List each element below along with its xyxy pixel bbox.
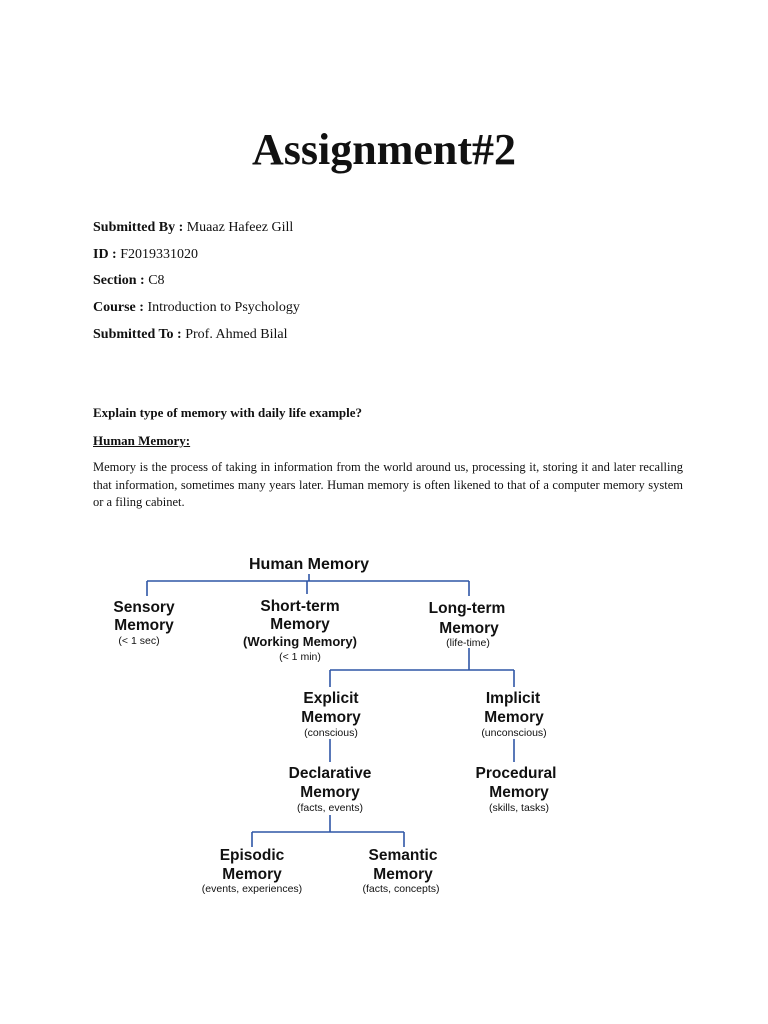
meta-value: C8: [148, 273, 165, 288]
node-note: (< 1 sec): [118, 635, 160, 647]
node-label: Semantic: [368, 847, 438, 864]
node-label: Sensory: [113, 599, 175, 616]
node-label: Procedural: [475, 765, 557, 782]
meta-label: Submitted To :: [93, 327, 182, 342]
page-title: Assignment#2: [251, 125, 517, 174]
node-label: Memory: [301, 709, 361, 726]
node-label: Short-term: [260, 598, 340, 615]
meta-value: Muaaz Hafeez Gill: [186, 220, 294, 235]
node-label: Memory: [439, 620, 499, 637]
node-episodic-memory: [202, 847, 302, 895]
node-label: Declarative: [288, 765, 372, 782]
meta-value: Introduction to Psychology: [147, 300, 300, 315]
body-paragraph: Memory is the process of taking in information from the world around us, processing it, storing it and later recalling that information, sometimes many years later. Human memory is often likened to that of a computer memory system or a filing cabinet.: [93, 460, 683, 509]
node-note: (events, experiences): [201, 883, 303, 895]
node-implicit-memory: [481, 690, 546, 739]
node-note: (unconscious): [481, 727, 547, 739]
node-note: (life-time): [446, 637, 490, 649]
node-note: (< 1 min): [279, 651, 321, 663]
node-note: (facts, concepts): [362, 883, 440, 895]
node-note: (facts, events): [297, 802, 363, 814]
node-procedural-memory: [476, 765, 557, 814]
meta-label: ID :: [93, 247, 117, 262]
node-declarative-memory: [289, 765, 372, 814]
node-sensory-memory: [113, 599, 175, 647]
node-label: Memory: [484, 709, 544, 726]
question-text: Explain type of memory with daily life example?: [93, 405, 363, 420]
node-note: (conscious): [304, 727, 358, 739]
node-label: Explicit: [303, 690, 359, 707]
node-explicit-memory: [301, 690, 361, 739]
node-human-memory: Human Memory: [248, 556, 370, 573]
node-label: Memory: [270, 616, 330, 633]
meta-value: F2019331020: [120, 247, 199, 262]
node-label: Episodic: [219, 847, 285, 864]
node-note: (skills, tasks): [488, 802, 550, 814]
node-label: Memory: [222, 866, 282, 883]
node-label: Long-term: [428, 600, 506, 617]
node-label: Memory: [489, 784, 549, 801]
meta-label: Submitted By :: [93, 220, 184, 235]
node-label: Memory: [114, 617, 174, 634]
node-semantic-memory: [362, 847, 439, 895]
meta-label: Section :: [93, 273, 145, 288]
meta-label: Course :: [93, 300, 144, 315]
section-heading: Human Memory:: [93, 433, 191, 448]
node-label: (Working Memory): [243, 634, 357, 649]
node-label: Memory: [373, 866, 433, 883]
node-short-term-memory: [243, 598, 357, 663]
node-label: Memory: [300, 784, 360, 801]
node-long-term-memory: [429, 600, 506, 649]
meta-value: Prof. Ahmed Bilal: [185, 327, 288, 342]
node-label: Implicit: [485, 690, 541, 707]
